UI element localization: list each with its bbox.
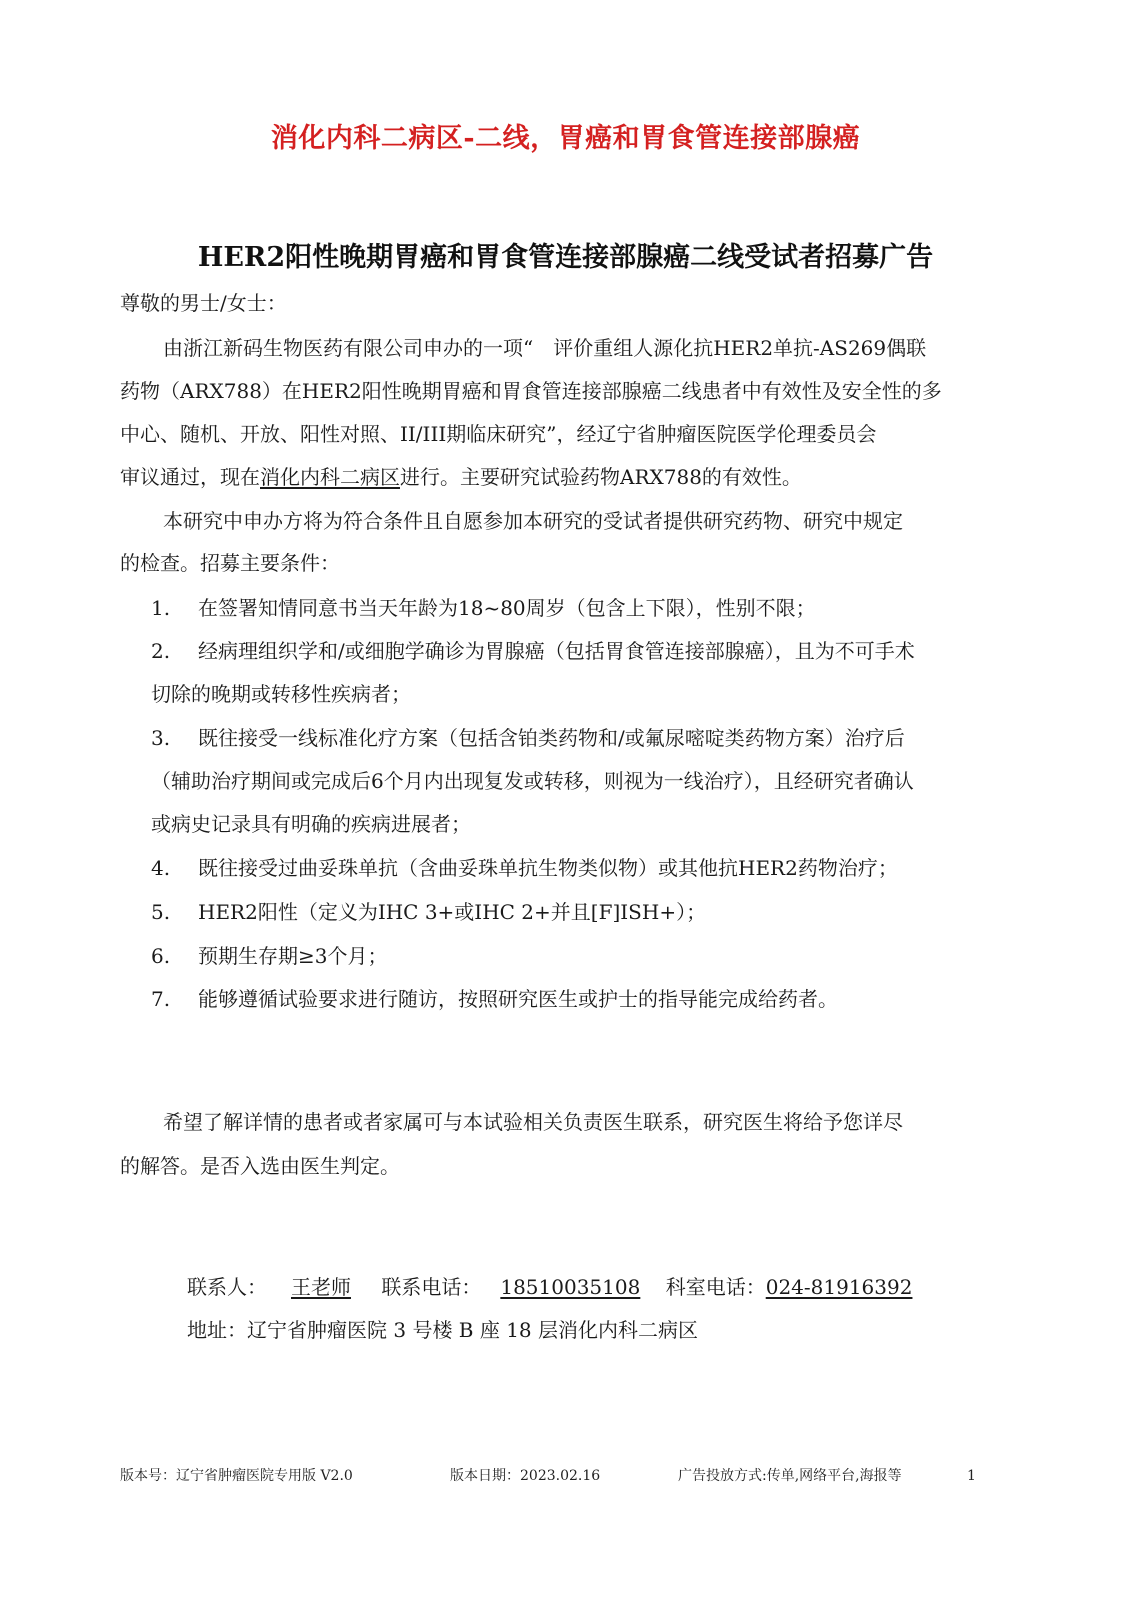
- criteria-number: 2.: [151, 639, 171, 663]
- footer-distribution: 广告投放方式:传单,网络平台,海报等: [678, 1468, 902, 1484]
- criteria-number: 6.: [151, 944, 171, 968]
- contact-person: 王老师: [291, 1275, 351, 1299]
- criteria-item: 能够遵循试验要求进行随访，按照研究医生或护士的指导能完成给药者。: [198, 987, 838, 1011]
- contact-phone-label: 联系电话：: [381, 1275, 482, 1299]
- criteria-item: 在签署知情同意书当天年龄为18~80周岁（包含上下限），性别不限；: [198, 596, 816, 620]
- criteria-item-continued: 或病史记录具有明确的疾病进展者；: [151, 812, 471, 836]
- criteria-item-continued: 切除的晚期或转移性疾病者；: [151, 682, 411, 706]
- contact-phone: 18510035108: [500, 1275, 641, 1299]
- paragraph-line: 的检查。招募主要条件：: [120, 551, 340, 575]
- address: 地址：辽宁省肿瘤医院 3 号楼 B 座 18 层消化内科二病区: [187, 1318, 699, 1342]
- main-title: HER2阳性晚期胃癌和胃食管连接部腺癌二线受试者招募广告: [197, 242, 934, 273]
- closing-line: 的解答。是否入选由医生判定。: [120, 1154, 400, 1178]
- intro-line: 药物（ARX788）在HER2阳性晚期胃癌和胃食管连接部腺癌二线患者中有效性及安全性的多: [120, 379, 942, 403]
- criteria-item: 经病理组织学和/或细胞学确诊为胃腺癌（包括胃食管连接部腺癌），且为不可手术: [198, 639, 915, 663]
- footer-date: 版本日期：2023.02.16: [450, 1468, 601, 1484]
- office-phone-label: 科室电话：: [665, 1275, 766, 1299]
- criteria-item: HER2阳性（定义为IHC 3+或IHC 2+并且[F]ISH+）；: [198, 900, 707, 924]
- intro-text: 审议通过，现在: [120, 465, 260, 489]
- salutation: 尊敬的男士/女士：: [120, 291, 287, 315]
- intro-line: 由浙江新码生物医药有限公司申办的一项“ 评价重组人源化抗HER2单抗-AS269偶联: [163, 336, 927, 360]
- intro-line: [120, 463, 802, 491]
- office-phone: 024-81916392: [765, 1275, 913, 1299]
- criteria-item: 既往接受一线标准化疗方案（包括含铂类药物和/或氟尿嘧啶类药物方案）治疗后: [198, 726, 905, 750]
- criteria-number: 1.: [151, 596, 171, 620]
- criteria-item: 既往接受过曲妥珠单抗（含曲妥珠单抗生物类似物）或其他抗HER2药物治疗；: [198, 856, 898, 880]
- intro-text: 进行。主要研究试验药物ARX788的有效性。: [400, 465, 802, 489]
- department-title: 消化内科二病区-二线，胃癌和胃食管连接部腺癌: [270, 123, 861, 154]
- criteria-number: 3.: [151, 726, 171, 750]
- criteria-number: 7.: [151, 987, 171, 1011]
- footer-version: 版本号：辽宁省肿瘤医院专用版 V2.0: [120, 1468, 353, 1484]
- closing-line: 希望了解详情的患者或者家属可与本试验相关负责医生联系，研究医生将给予您详尽: [163, 1110, 903, 1134]
- contact-person-label: 联系人：: [187, 1275, 267, 1299]
- page-number: 1: [967, 1468, 976, 1484]
- criteria-number: 5.: [151, 900, 171, 924]
- paragraph-line: 本研究中申办方将为符合条件且自愿参加本研究的受试者提供研究药物、研究中规定: [163, 509, 903, 533]
- department-underlined: 消化内科二病区: [260, 465, 400, 489]
- criteria-number: 4.: [151, 856, 171, 880]
- criteria-item: 预期生存期≥3个月；: [198, 944, 388, 968]
- contact-line: [187, 1273, 912, 1301]
- intro-line: 中心、随机、开放、阳性对照、II/III期临床研究”，经辽宁省肿瘤医院医学伦理委员会: [120, 422, 877, 446]
- criteria-item-continued: （辅助治疗期间或完成后6个月内出现复发或转移，则视为一线治疗），且经研究者确认: [151, 769, 914, 793]
